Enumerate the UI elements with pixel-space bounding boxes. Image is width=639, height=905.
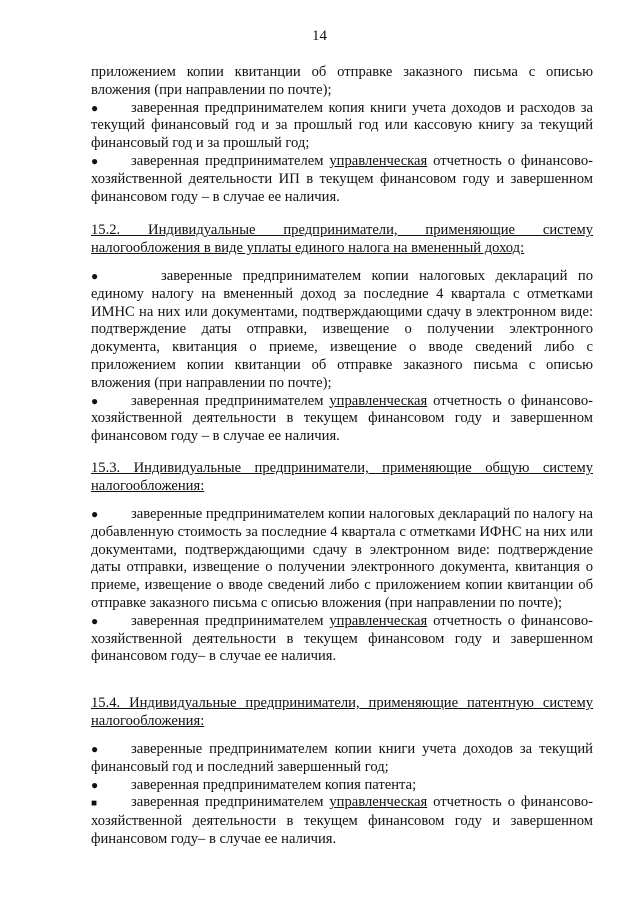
section-heading-15-2: 15.2. Индивидуальные предприниматели, применяющие систему налогообложения в виде уплаты единого налога на вмененный доход:	[91, 222, 593, 256]
continuation-text: приложением копии квитанции об отправке заказного письма с описью вложения (при направлении по почте);	[91, 64, 593, 98]
section-heading-15-4: 15.4. Индивидуальные предприниматели, применяющие патентную систему налогообложения:	[91, 695, 593, 729]
section-15-4-list	[91, 741, 593, 849]
bullet-icon: ●	[91, 393, 99, 408]
bullet-icon: ●	[91, 100, 99, 115]
square-bullet-icon: ■	[91, 798, 98, 810]
section-15-3-list	[91, 506, 593, 666]
bullet-icon: ●	[91, 153, 99, 168]
bullet-icon: ●	[91, 269, 99, 283]
page-number: 14	[312, 28, 327, 44]
section-heading-15-3: 15.3. Индивидуальные предприниматели, применяющие общую систему налогообложения:	[91, 460, 593, 494]
bullet-icon: ●	[91, 777, 99, 792]
list-item: ● заверенная предпринимателем управленческая отчетность о финансово-хозяйственной деятельности в текущем финансовом году и завершенном финансовом году – в случае ее наличия.	[91, 392, 593, 445]
intro-block	[91, 64, 593, 206]
list-item: ● заверенные предпринимателем копии налоговых деклараций по налогу на добавленную стоимость за последние 4 квартала с отметками ИФНС на них или документами, подтверждающими сдачу в электронном виде: подтверждение даты отправки, извещение о получении электронного документа, квитанция о приеме, извещение о вводе сведений либо с приложением копии квитанции об отправке заказного письма с описью вложения (при направлении по почте);	[91, 506, 593, 611]
list-item: ● заверенные предпринимателем копии налоговых деклараций по единому налогу на вмененный доход за последние 4 квартала с отметками ИМНС на них или документами, подтверждающими сдачу в электронном виде: подтверждение даты отправки, извещение о получении электронного документа, квитанция о приеме, извещение о вводе сведений либо с приложением копии квитанции об отправке заказного письма с описью вложения (при направлении по почте);	[91, 268, 593, 391]
section-15-2-list	[91, 268, 593, 446]
bullet-icon: ●	[91, 742, 99, 756]
list-item: ● заверенные предпринимателем копии книги учета доходов за текущий финансовый год и последний завершенный год;	[91, 741, 593, 775]
list-item: ● заверенная предпринимателем копия книги учета доходов и расходов за текущий финансовый год и за прошлый год или кассовую книгу за текущий финансовый год и за прошлый год;	[91, 99, 593, 152]
list-item: ■ заверенная предпринимателем управленческая отчетность о финансово-хозяйственной деятельности в текущем финансовом году и завершенном финансовом году– в случае ее наличия.	[91, 794, 593, 847]
list-item: ● заверенная предпринимателем управленческая отчетность о финансово-хозяйственной деятельности ИП в текущем финансовом году и завершенном финансовом году – в случае ее наличия.	[91, 152, 593, 205]
list-item: ● заверенная предпринимателем копия патента;	[91, 776, 417, 793]
bullet-icon: ●	[91, 613, 99, 628]
bullet-icon: ●	[91, 507, 99, 521]
list-item: ● заверенная предпринимателем управленческая отчетность о финансово-хозяйственной деятельности в текущем финансовом году и завершенном финансовом году– в случае ее наличия.	[91, 612, 593, 665]
